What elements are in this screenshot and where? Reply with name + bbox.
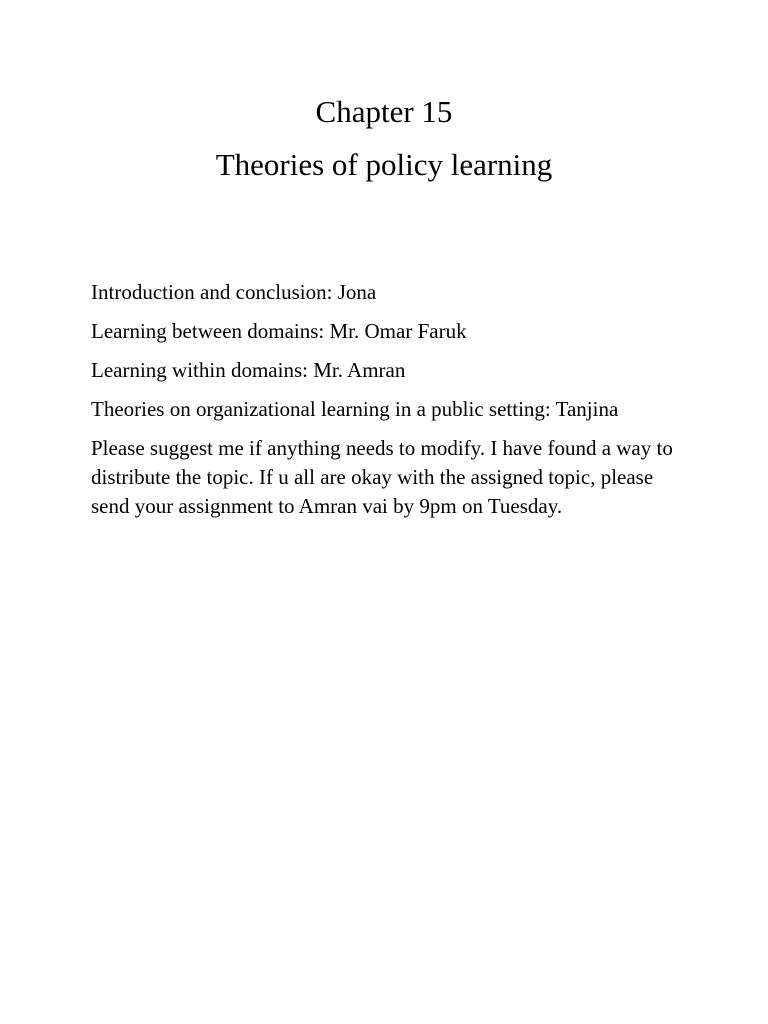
assignment-item-introduction: Introduction and conclusion: Jona [91, 280, 377, 304]
assignment-item-between-domains: Learning between domains: Mr. Omar Faruk [91, 319, 467, 343]
instruction-note: Please suggest me if anything needs to modify. I have found a way to distribute the topic. If u all are okay with the assigned topic, please send your assignment to Amran vai by 9pm on Tuesday. [91, 436, 673, 518]
assignment-list [91, 278, 691, 434]
assignment-item-within-domains: Learning within domains: Mr. Amran [91, 358, 406, 382]
chapter-title: Chapter 15 [315, 94, 453, 129]
chapter-subtitle: Theories of policy learning [215, 147, 553, 182]
assignment-item-organizational-learning: Theories on organizational learning in a public setting: Tanjina [91, 397, 619, 421]
